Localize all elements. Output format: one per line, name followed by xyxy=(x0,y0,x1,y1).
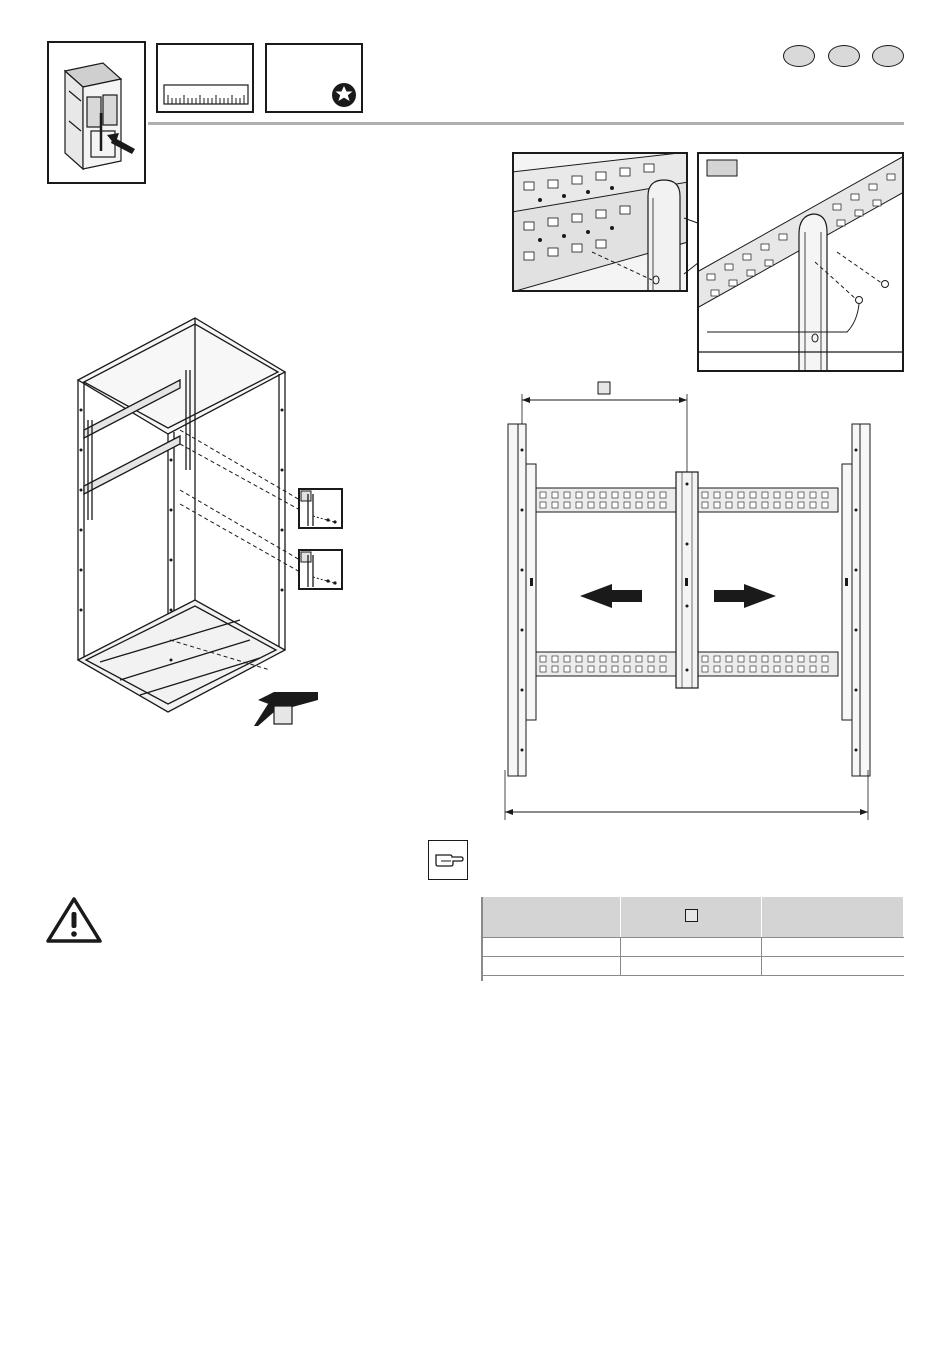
arrow-left-icon xyxy=(580,584,642,608)
rail-screw-detail xyxy=(697,152,904,372)
screw-detail-icon xyxy=(298,488,343,529)
screw-detail-icon xyxy=(298,549,343,590)
view-direction-arrow-icon xyxy=(254,690,324,730)
table-left-border xyxy=(481,897,483,981)
table-cell xyxy=(481,938,620,957)
cabinet-frame-illustration xyxy=(70,310,350,750)
language-pill-3 xyxy=(872,45,904,67)
tape-measure-icon xyxy=(156,43,254,113)
table-cell xyxy=(762,938,904,957)
table-header-cell xyxy=(762,897,904,938)
table-cell xyxy=(620,938,761,957)
torx-tool-box xyxy=(265,43,363,113)
zoom-detail-lower xyxy=(298,549,343,590)
language-pill-1 xyxy=(783,45,815,67)
note-box xyxy=(428,840,468,880)
arrow-right-icon xyxy=(714,584,776,608)
cabinet-icon xyxy=(47,41,146,184)
pointing-hand-icon xyxy=(428,840,468,880)
table-cell xyxy=(481,957,620,976)
rail-detail-figure xyxy=(512,152,688,292)
cabinet-thumbnail xyxy=(47,41,146,184)
rail-screw-figure xyxy=(697,152,904,372)
rail-layout-front-view xyxy=(500,380,880,800)
dimension-table xyxy=(481,897,904,976)
warning-triangle-icon xyxy=(46,896,102,944)
header-divider xyxy=(148,122,904,125)
table-row xyxy=(481,957,904,976)
language-pill-2 xyxy=(828,45,860,67)
table-header-cell-dimension xyxy=(620,897,761,938)
table-header-cell xyxy=(481,897,620,938)
table-cell xyxy=(620,957,761,976)
dimension-mark-icon xyxy=(685,909,698,922)
rail-detail-closeup xyxy=(512,152,688,292)
zoom-detail-upper xyxy=(298,488,343,529)
ruler-tool-box xyxy=(156,43,254,113)
table-cell xyxy=(762,957,904,976)
table-header-row xyxy=(481,897,904,938)
torx-star-icon xyxy=(265,43,363,113)
table-row xyxy=(481,938,904,957)
